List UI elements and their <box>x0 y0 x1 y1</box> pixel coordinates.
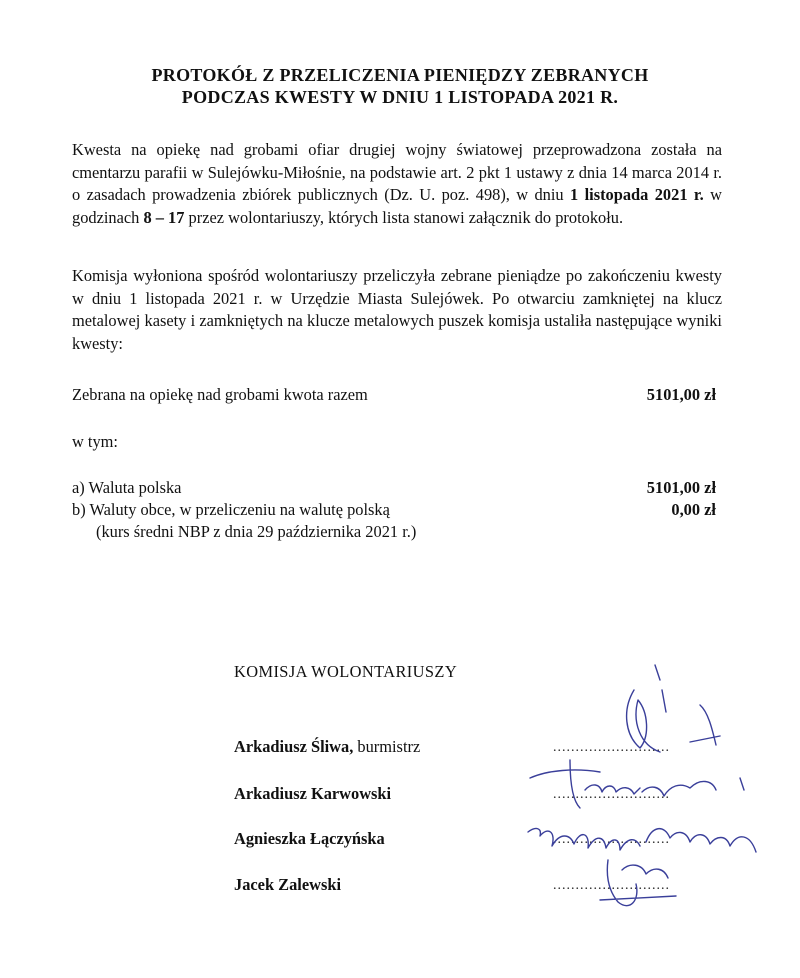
total-label: Zebrana na opiekę nad grobami kwota razem <box>72 385 368 404</box>
item-row-a <box>72 477 716 499</box>
item-a-amount: 5101,00 zł <box>646 478 716 497</box>
member-3 <box>234 829 385 849</box>
total-row <box>72 384 716 406</box>
signature-line-3: .......................... <box>553 832 670 847</box>
member-1-name: Arkadiusz Śliwa, <box>234 737 354 756</box>
title-line-1: PROTOKÓŁ Z PRZELICZENIA PIENIĘDZY ZEBRANYCH <box>151 65 649 85</box>
signature-line-1: .......................... <box>553 740 670 755</box>
member-4 <box>234 875 341 895</box>
member-2 <box>234 784 391 804</box>
intro-paragraph <box>72 139 722 229</box>
item-row-b <box>72 499 716 521</box>
intro-text-1: Kwesta na opiekę nad grobami ofiar drugiej wojny światowej przeprowadzona została na cmentarzu parafii w Sulejówku-Miłośnie, na podstawie art. 2 pkt 1 ustawy z dnia 14 marca 2014 r. o zasadach prowadzenia zbiórek publicznych (Dz. U. poz. 498), w dniu <box>72 140 722 205</box>
commission-heading: KOMISJA WOLONTARIUSZY <box>234 662 458 681</box>
intro-hours: 8 – 17 <box>143 207 185 227</box>
member-2-name: Arkadiusz Karwowski <box>234 784 392 803</box>
in-which-label: w tym: <box>72 432 118 451</box>
member-3-name: Agnieszka Łączyńska <box>234 829 385 848</box>
member-4-name: Jacek Zalewski <box>234 875 341 894</box>
rate-note: (kurs średni NBP z dnia 29 października 2021 r.) <box>96 522 417 541</box>
item-a-label: a) Waluta polska <box>72 478 182 497</box>
commission-paragraph: Komisja wyłoniona spośród wolontariuszy przeliczyła zebrane pieniądze po zakończeniu kwesty w dniu 1 listopada 2021 r. w Urzędzie Miasta Sulejówek. Po otwarciu zamkniętej na klucz metalowej kasety i zamkniętych na klucze metalowych puszek komisja ustaliła następujące wyniki kwesty: <box>72 266 722 353</box>
signature-1-icon <box>627 665 720 752</box>
member-1-role: burmistrz <box>353 737 421 756</box>
document-title <box>0 64 800 108</box>
intro-date: 1 listopada 2021 r. <box>570 185 704 205</box>
item-b-amount: 0,00 zł <box>671 500 716 519</box>
member-1 <box>234 737 420 757</box>
total-amount: 5101,00 zł <box>646 385 716 404</box>
signature-line-2: .......................... <box>553 787 670 802</box>
intro-text-3: przez wolontariuszy, których lista stanowi załącznik do protokołu. <box>184 207 624 227</box>
signature-line-4: .......................... <box>553 878 670 893</box>
item-b-label: b) Waluty obce, w przeliczeniu na walutę polską <box>72 500 390 519</box>
intro-text-2: w godzinach <box>72 185 723 227</box>
title-line-2: PODCZAS KWESTY W DNIU 1 LISTOPADA 2021 R. <box>181 87 619 107</box>
